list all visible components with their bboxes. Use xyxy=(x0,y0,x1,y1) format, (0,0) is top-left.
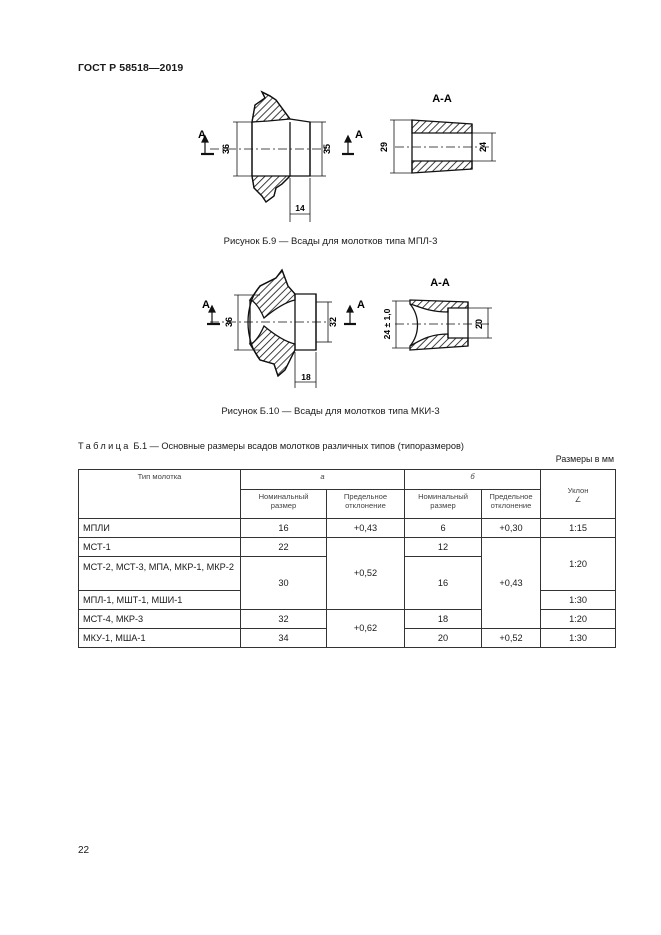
table-title-text: Б.1 — Основные размеры всадов молотков различных типов (типоразмеров) xyxy=(130,441,464,451)
slope-icon: ∠ xyxy=(574,494,582,504)
cell-a-tolerance: +0,43 xyxy=(327,519,405,538)
header-slope xyxy=(541,470,616,519)
cell-a-nominal: 16 xyxy=(241,519,327,538)
header-type: Тип молотка xyxy=(79,470,241,519)
cell-type: МСТ-1 xyxy=(79,538,241,557)
header-b-tolerance: Предельное отклонение xyxy=(482,490,541,519)
cell-a-tolerance: +0,62 xyxy=(327,610,405,648)
cell-type: МКУ-1, МША-1 xyxy=(79,629,241,648)
cell-a-tolerance: +0,52 xyxy=(327,538,405,610)
fig9-section-big-dimension: 29 xyxy=(379,141,389,153)
header-b: б xyxy=(405,470,541,490)
page-number: 22 xyxy=(78,845,90,856)
table-units: Размеры в мм xyxy=(555,454,614,464)
fig10-outer-dimension: 36 xyxy=(224,316,234,328)
cell-b-tolerance: +0,30 xyxy=(482,519,541,538)
table-title xyxy=(78,441,464,451)
header-b-nominal: Номинальный размер xyxy=(405,490,482,519)
fig10-length-dimension: 18 xyxy=(301,372,311,382)
cell-slope: 1:20 xyxy=(541,538,616,591)
fig9-section-label-left: А xyxy=(198,129,206,141)
cell-type: МПЛИ xyxy=(79,519,241,538)
table-row xyxy=(79,519,616,538)
fig9-section-label-right: А xyxy=(355,129,363,141)
cell-a-nominal: 34 xyxy=(241,629,327,648)
cell-b-nominal: 20 xyxy=(405,629,482,648)
fig9-section-arrow-right xyxy=(342,136,354,154)
fig9-inner-dimension: 35 xyxy=(322,143,332,155)
figure-b9-caption: Рисунок Б.9 — Всады для молотков типа МПЛ-3 xyxy=(223,236,438,247)
cell-slope: 1:15 xyxy=(541,519,616,538)
fig9-side-view xyxy=(252,92,310,202)
fig10-side-view xyxy=(248,270,316,376)
fig9-length-dimension: 14 xyxy=(295,203,305,213)
header-a-nominal: Номинальный размер xyxy=(241,490,327,519)
header-slope-label: Уклон xyxy=(567,485,589,495)
cell-b-nominal: 16 xyxy=(405,557,482,610)
cell-b-nominal: 6 xyxy=(405,519,482,538)
figure-b10-drawing xyxy=(190,264,520,394)
cell-b-nominal: 18 xyxy=(405,610,482,629)
fig10-section-label-left: А xyxy=(202,299,210,311)
fig10-section-arrow-right xyxy=(344,306,356,324)
table-title-prefix: Таблица xyxy=(78,441,131,451)
cell-b-nominal: 12 xyxy=(405,538,482,557)
figure-b10-caption: Рисунок Б.10 — Всады для молотков типа МКИ-3 xyxy=(221,406,440,417)
header-a: а xyxy=(241,470,405,490)
fig9-section-title: А-А xyxy=(432,93,452,105)
cell-b-tolerance: +0,43 xyxy=(482,538,541,629)
header-a-tolerance: Предельное отклонение xyxy=(327,490,405,519)
cell-type: МСТ-4, МКР-3 xyxy=(79,610,241,629)
figure-b9-drawing xyxy=(190,88,520,226)
cell-a-nominal: 22 xyxy=(241,538,327,557)
cell-type: МСТ-2, МСТ-3, МПА, МКР-1, МКР-2 xyxy=(79,557,241,591)
fig10-section-big-dimension: 24 ± 1,0 xyxy=(382,308,392,340)
fig9-section-view xyxy=(412,120,472,173)
dimensions-table xyxy=(78,469,616,648)
cell-slope: 1:30 xyxy=(541,591,616,610)
cell-slope: 1:30 xyxy=(541,629,616,648)
fig9-outer-dimension: 36 xyxy=(221,143,231,155)
cell-slope: 1:20 xyxy=(541,610,616,629)
cell-a-nominal: 32 xyxy=(241,610,327,629)
fig10-section-title: А-А xyxy=(430,277,450,289)
cell-b-tolerance: +0,52 xyxy=(482,629,541,648)
fig9-section-small-dimension: 24 xyxy=(478,141,488,153)
cell-type: МПЛ-1, МШТ-1, МШИ-1 xyxy=(79,591,241,610)
fig10-section-label-right: А xyxy=(357,299,365,311)
fig10-section-small-dimension: 20 xyxy=(474,318,484,330)
cell-a-nominal: 30 xyxy=(241,557,327,610)
document-header: ГОСТ Р 58518—2019 xyxy=(78,62,184,74)
fig10-section-view xyxy=(410,300,468,350)
fig10-inner-dimension: 32 xyxy=(328,316,338,328)
table-row xyxy=(79,538,616,557)
